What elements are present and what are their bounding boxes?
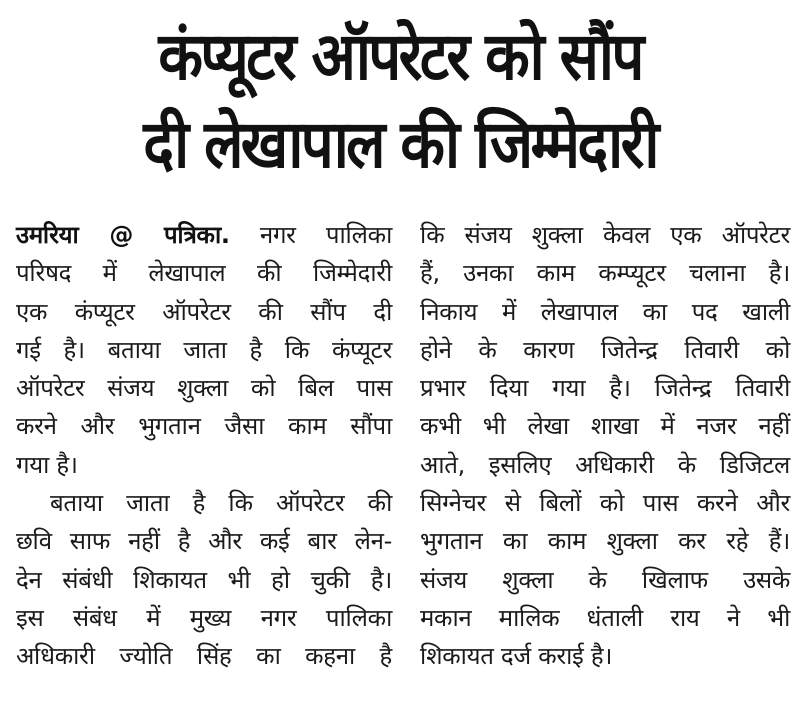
article-line: शिकायत दर्ज कराई है। xyxy=(420,642,613,671)
article-line: सिग्नेचर से बिलों को पास करने और xyxy=(420,489,790,518)
article-line: गई है। बताया जाता है कि कंप्यूटर xyxy=(16,335,392,364)
article-line: परिषद में लेखापाल की जिम्मेदारी xyxy=(16,259,392,288)
article-line: निकाय में लेखापाल का पद खाली xyxy=(420,297,790,326)
article-line: आते, इसलिए अधिकारी के डिजिटल xyxy=(420,450,790,479)
article-line: देन संबंधी शिकायत भी हो चुकी है। xyxy=(16,565,392,594)
article-line: अधिकारी ज्योति सिंह का कहना है xyxy=(16,642,392,671)
article-line: बताया जाता है कि ऑपरेटर की xyxy=(50,489,392,518)
article-line: ऑपरेटर संजय शुक्ला को बिल पास xyxy=(16,374,392,403)
article-line xyxy=(16,216,392,254)
article-line: इस संबंध में मुख्य नगर पालिका xyxy=(16,603,392,632)
headline xyxy=(0,0,800,200)
article-column-right xyxy=(420,216,790,676)
article-line: हैं, उनका काम कम्प्यूटर चलाना है। xyxy=(420,259,790,288)
article-line: प्रभार दिया गया है। जितेन्द्र तिवारी xyxy=(420,374,790,403)
article-line: मकान मालिक धंताली राय ने भी xyxy=(420,603,790,632)
article-line: गया है। xyxy=(16,450,78,479)
headline-line-1: कंप्यूटर ऑपरेटर को सौंप xyxy=(158,18,642,95)
article-text: नगर पालिका xyxy=(229,221,392,249)
article-column-left xyxy=(16,216,392,676)
article-line: संजय शुक्ला के खिलाफ उसके xyxy=(420,565,790,594)
article-line: एक कंप्यूटर ऑपरेटर की सौंप दी xyxy=(16,297,392,326)
article-line: करने और भुगतान जैसा काम सौंपा xyxy=(16,412,392,441)
article-line: भुगतान का काम शुक्ला कर रहे हैं। xyxy=(420,527,790,556)
article-line: कि संजय शुक्ला केवल एक ऑपरेटर xyxy=(420,221,790,249)
article-line: छवि साफ नहीं है और कई बार लेन- xyxy=(16,527,392,556)
article-line: होने के कारण जितेन्द्र तिवारी को xyxy=(420,335,790,364)
article-line: कभी भी लेखा शाखा में नजर नहीं xyxy=(420,412,790,441)
dateline: उमरिया @ पत्रिका. xyxy=(16,221,230,249)
headline-line-2: दी लेखापाल की जिम्मेदारी xyxy=(143,106,657,183)
